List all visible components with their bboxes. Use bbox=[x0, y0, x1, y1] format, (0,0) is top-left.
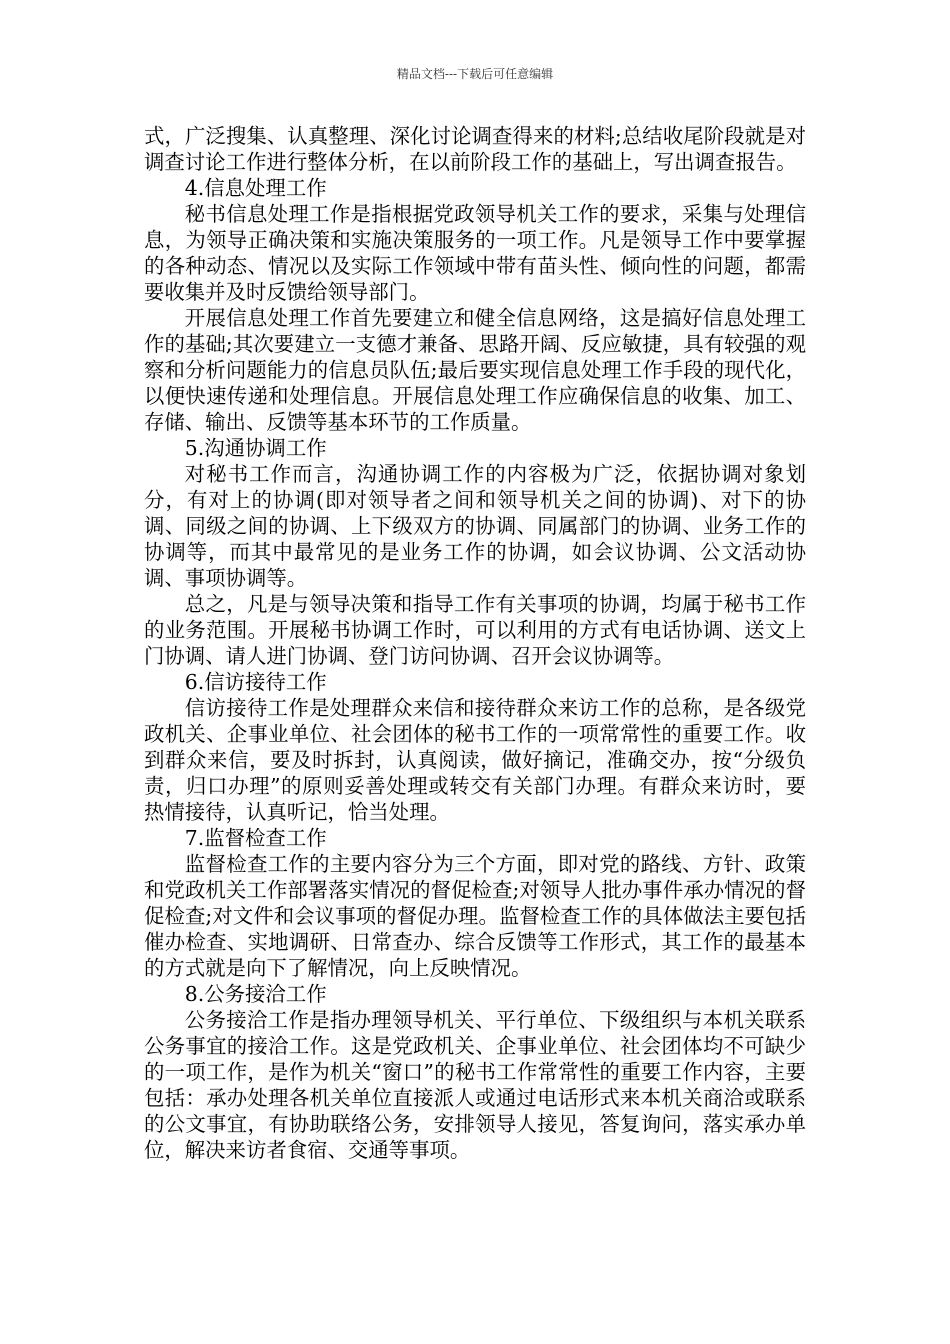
paragraph: 秘书信息处理工作是指根据党政领导机关工作的要求，采集与处理信息，为领导正确决策和实施决策服务的一项工作。凡是领导工作中要掌握的各种动态、情况以及实际工作领域中带有苗头性、倾向性的问题，都需要收集并及时反馈给领导部门。 bbox=[144, 202, 806, 304]
document-body bbox=[144, 123, 806, 1163]
page-header: 精品文档---下载后可任意编辑 bbox=[396, 67, 554, 81]
section-heading-6: 6.信访接待工作 bbox=[184, 670, 327, 694]
paragraph: 对秘书工作而言，沟通协调工作的内容极为广泛，依据协调对象划分，有对上的协调(即对领导者之间和领导机关之间的协调)、对下的协调、同级之间的协调、上下级双方的协调、同属部门的协调、业务工作的协调等，而其中最常见的是业务工作的协调，如会议协调、公文活动协调、事项协调等。 bbox=[144, 462, 806, 590]
section-heading-8: 8.公务接洽工作 bbox=[184, 982, 327, 1006]
paragraph: 公务接洽工作是指办理领导机关、平行单位、下级组织与本机关联系公务事宜的接洽工作。这是党政机关、企事业单位、社会团体均不可缺少的一项工作，是作为机关“窗口”的秘书工作常常性的重要工作内容，主要包括：承办处理各机关单位直接派人或通过电话形式来本机关商洽或联系的公文事宜，有协助联络公务，安排领导人接见，答复询问，落实承办单位，解决来访者食宿、交通等事项。 bbox=[144, 1008, 806, 1162]
paragraph: 总之，凡是与领导决策和指导工作有关事项的协调，均属于秘书工作的业务范围。开展秘书协调工作时，可以利用的方式有电话协调、送文上门协调、请人进门协调、登门访问协调、召开会议协调等。 bbox=[144, 592, 806, 668]
paragraph-continued: 式，广泛搜集、认真整理、深化讨论调查得来的材料;总结收尾阶段就是对调查讨论工作进行整体分析，在以前阶段工作的基础上，写出调查报告。 bbox=[144, 124, 806, 174]
section-heading-7: 7.监督检查工作 bbox=[184, 826, 327, 850]
paragraph: 信访接待工作是处理群众来信和接待群众来访工作的总称，是各级党政机关、企事业单位、社会团体的秘书工作的一项常常性的重要工作。收到群众来信，要及时拆封，认真阅读，做好摘记，准确交办，按“分级负责，归口办理”的原则妥善处理或转交有关部门办理。有群众来访时，要热情接待，认真听记，恰当处理。 bbox=[144, 696, 806, 824]
section-heading-5: 5.沟通协调工作 bbox=[184, 436, 327, 460]
section-heading-4: 4.信息处理工作 bbox=[184, 176, 327, 200]
paragraph: 监督检查工作的主要内容分为三个方面，即对党的路线、方针、政策和党政机关工作部署落实情况的督促检查;对领导人批办事件承办情况的督促检查;对文件和会议事项的督促办理。监督检查工作的具体做法主要包括催办检查、实地调研、日常查办、综合反馈等工作形式，其工作的最基本的方式就是向下了解情况，向上反映情况。 bbox=[144, 852, 806, 980]
paragraph: 开展信息处理工作首先要建立和健全信息网络，这是搞好信息处理工作的基础;其次要建立一支德才兼备、思路开阔、反应敏捷，具有较强的观察和分析问题能力的信息员队伍;最后要实现信息处理工作手段的现代化，以便快速传递和处理信息。开展信息处理工作应确保信息的收集、加工、存储、输出、反馈等基本环节的工作质量。 bbox=[144, 306, 806, 434]
